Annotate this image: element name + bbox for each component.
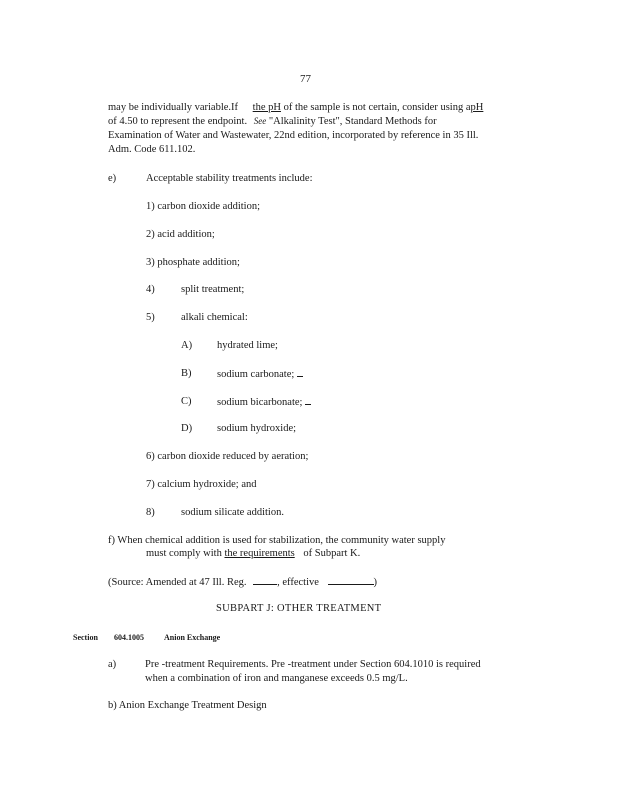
sub-item-label: B) <box>181 368 192 379</box>
list-item-5-label: 5) <box>146 312 155 323</box>
sub-item-label: D) <box>181 423 193 434</box>
sub-item-label: C) <box>181 396 192 407</box>
sub-item-text: sodium hydroxide; <box>217 423 297 434</box>
intro-line-2 <box>108 115 437 128</box>
intro-line-1 <box>108 101 483 114</box>
intro-ph: the pH <box>252 102 281 113</box>
item-e-text: Acceptable stability treatments include: <box>146 173 313 184</box>
intro-ph-2: pH <box>470 102 484 113</box>
list-item: 7) calcium hydroxide; and <box>146 479 257 490</box>
item-a-label: a) <box>108 659 117 670</box>
list-item: 6) carbon dioxide reduced by aeration; <box>146 451 309 462</box>
intro-line-4: Adm. Code 611.102. <box>108 144 196 155</box>
intro-see: See <box>253 116 267 126</box>
link-requirements: the requirements <box>224 548 295 559</box>
page-number: 77 <box>300 73 311 85</box>
sub-item-label: A) <box>181 340 193 351</box>
item-a-line-2: when a combination of iron and manganese exceeds 0.5 mg/L. <box>145 673 408 684</box>
item-e-label: e) <box>108 173 117 184</box>
item-f-line-1: f) When chemical addition is used for stabilization, the community water supply <box>108 535 446 546</box>
intro-text: of 4.50 to represent the endpoint. <box>108 116 248 127</box>
item-b-heading: b) Anion Exchange Treatment Design <box>108 700 267 711</box>
list-item-4-text: split treatment; <box>181 284 245 295</box>
item-a-line-1: Pre -treatment Requirements. Pre -treatment under Section 604.1010 is required <box>145 659 481 670</box>
intro-text: of the sample is not certain, consider using a <box>280 102 471 113</box>
section-number: 604.1005 <box>114 633 144 642</box>
list-item: 1) carbon dioxide addition; <box>146 201 261 212</box>
sub-item-text: sodium bicarbonate; <box>217 395 311 409</box>
blank-reg <box>253 575 277 585</box>
list-item-5-text: alkali chemical: <box>181 312 248 323</box>
blank-date <box>328 575 374 585</box>
section-title: Anion Exchange <box>164 633 221 642</box>
item-f-line-2: must comply with the requirements of Subpart K. <box>146 548 361 559</box>
intro-text: may be individually variable.If <box>108 102 239 113</box>
list-item: 2) acid addition; <box>146 229 215 240</box>
sub-item-text: sodium carbonate; <box>217 367 303 381</box>
list-item: 3) phosphate addition; <box>146 257 240 268</box>
list-item-4-label: 4) <box>146 284 155 295</box>
list-item-8-text: sodium silicate addition. <box>181 507 284 518</box>
source-note: (Source: Amended at 47 Ill. Reg. , effective ) <box>108 577 378 588</box>
list-item-8-label: 8) <box>146 507 155 518</box>
section-label: Section <box>73 633 98 642</box>
intro-line-3: Examination of Water and Wastewater, 22nd edition, incorporated by reference in 35 Ill. <box>108 130 479 141</box>
intro-text: "Alkalinity Test", Standard Methods for <box>268 116 437 127</box>
subpart-heading: SUBPART J: OTHER TREATMENT <box>216 603 382 614</box>
sub-item-text: hydrated lime; <box>217 340 278 351</box>
